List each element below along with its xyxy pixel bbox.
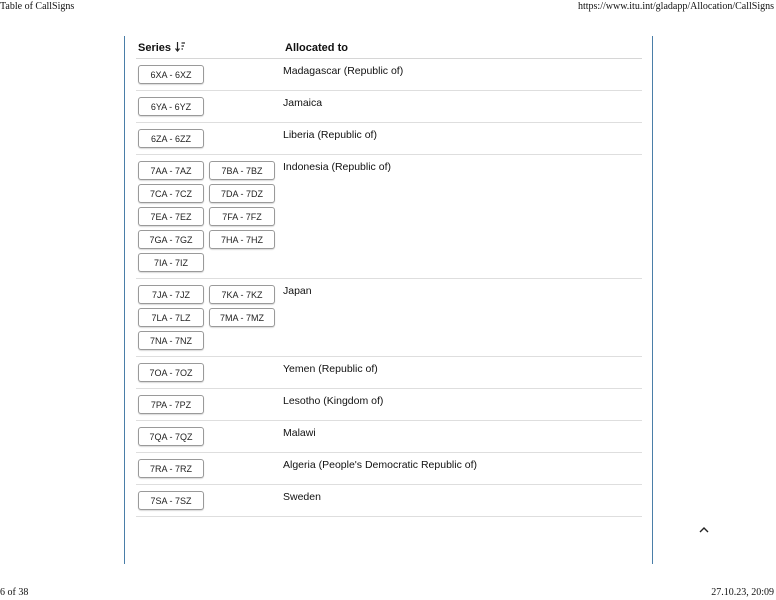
table-row [136,453,642,485]
allocated-to-cell: Madagascar (Republic of) [283,65,404,77]
series-cell [136,59,283,90]
print-header-title: Table of CallSigns [0,1,75,12]
content-right-border [652,36,653,564]
series-cell [136,123,283,154]
print-datetime: 27.10.23, 20:09 [711,587,774,598]
series-button[interactable]: 7BA - 7BZ [209,161,275,180]
series-button[interactable]: 7GA - 7GZ [138,230,204,249]
series-button[interactable]: 7SA - 7SZ [138,491,204,510]
print-header-url: https://www.itu.int/gladapp/Allocation/CallSigns [577,1,774,12]
series-cell [136,453,283,484]
sort-descending-icon[interactable] [175,41,186,52]
series-cell [136,389,283,420]
table-body [136,59,642,517]
series-button[interactable]: 7QA - 7QZ [138,427,204,446]
table-row [136,155,642,279]
table-row [136,123,642,155]
chevron-up-icon[interactable] [698,522,710,532]
table-row [136,91,642,123]
series-button[interactable]: 7IA - 7IZ [138,253,204,272]
table-row [136,357,642,389]
series-button[interactable]: 7CA - 7CZ [138,184,204,203]
allocated-to-cell: Algeria (People's Democratic Republic of) [283,459,478,471]
callsign-table [136,37,642,517]
series-button[interactable]: 7AA - 7AZ [138,161,204,180]
series-button[interactable]: 7DA - 7DZ [209,184,275,203]
allocated-to-cell: Sweden [283,491,321,503]
series-cell [136,279,283,356]
series-button[interactable]: 7JA - 7JZ [138,285,204,304]
allocated-to-cell: Liberia (Republic of) [283,129,377,141]
table-row [136,279,642,357]
series-button[interactable]: 7RA - 7RZ [138,459,204,478]
allocated-to-cell: Jamaica [283,97,323,109]
series-cell [136,421,283,452]
series-button[interactable]: 7MA - 7MZ [209,308,275,327]
table-header [136,37,642,59]
series-button[interactable]: 7KA - 7KZ [209,285,275,304]
series-button[interactable]: 7NA - 7NZ [138,331,204,350]
table-row [136,389,642,421]
series-button[interactable]: 7HA - 7HZ [209,230,275,249]
content-left-border [124,36,125,564]
allocated-to-cell: Indonesia (Republic of) [283,161,391,173]
allocated-column-header: Allocated to [285,41,348,54]
series-button[interactable]: 7EA - 7EZ [138,207,204,226]
series-column-header[interactable] [136,42,285,54]
page-number: 6 of 38 [0,587,29,598]
allocated-to-cell: Lesotho (Kingdom of) [283,395,384,407]
series-cell [136,91,283,122]
series-button[interactable]: 6XA - 6XZ [138,65,204,84]
series-button[interactable]: 6ZA - 6ZZ [138,129,204,148]
series-header-label: Series [138,41,172,54]
table-row [136,59,642,91]
series-cell [136,485,283,516]
series-cell [136,155,283,278]
series-button[interactable]: 7PA - 7PZ [138,395,204,414]
series-button[interactable]: 7OA - 7OZ [138,363,204,382]
table-row [136,485,642,517]
series-button[interactable]: 6YA - 6YZ [138,97,204,116]
series-button[interactable]: 7FA - 7FZ [209,207,275,226]
allocated-to-cell: Malawi [283,427,316,439]
series-button[interactable]: 7LA - 7LZ [138,308,204,327]
table-row [136,421,642,453]
allocated-to-cell: Japan [283,285,312,297]
series-cell [136,357,283,388]
allocated-to-cell: Yemen (Republic of) [283,363,378,375]
